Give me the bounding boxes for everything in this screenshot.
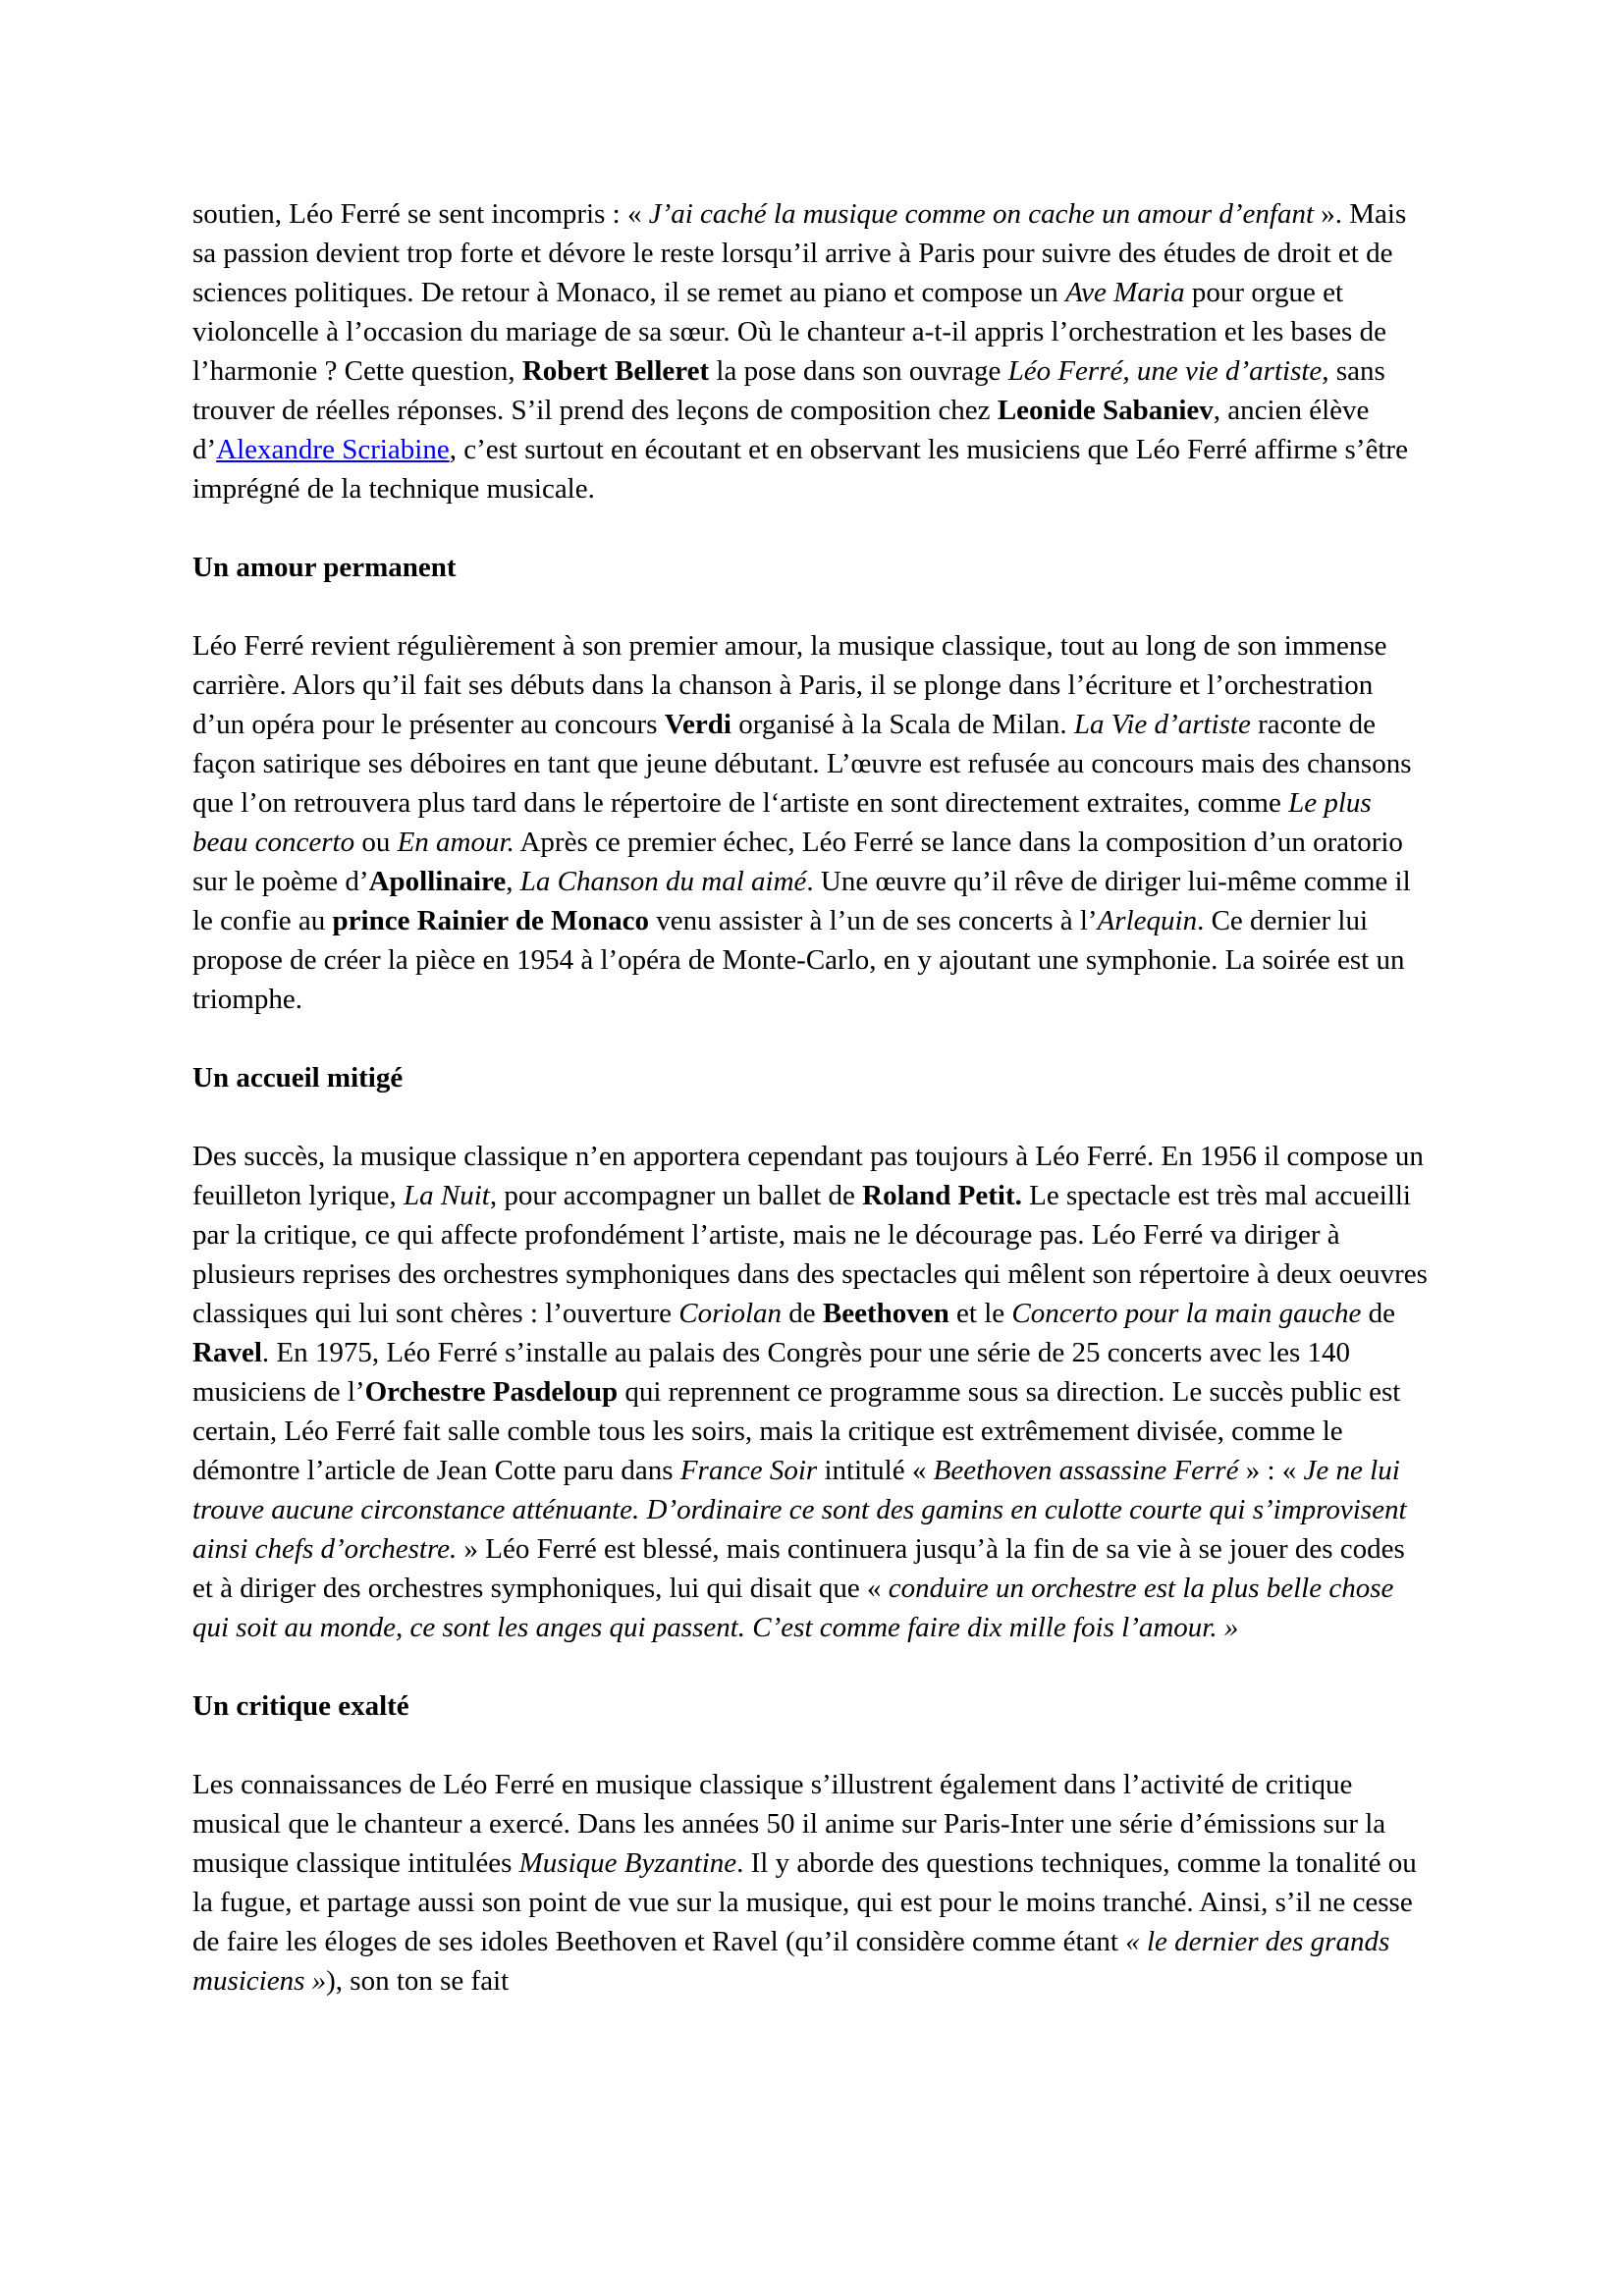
text-run: Concerto pour la main gauche	[1011, 1298, 1362, 1329]
text-run: . En 1975, Léo Ferré s’installe au palais des Congrès pour une série de 25 concerts avec les 140 musiciens de l’	[192, 1337, 1350, 1408]
text-run: venu assister à l’un de ses concerts à l’	[648, 905, 1098, 936]
text-run: Roland Petit.	[862, 1180, 1022, 1211]
text-run: » : «	[1238, 1455, 1304, 1486]
text-run: Le spectacle est très mal accueilli par la critique, ce qui affecte profondément l’artiste, mais ne le décourage pas. Léo Ferré va diriger à plusieurs reprises des orchestres symphoniques dans des spectacles qui mêlent son répertoire à deux oeuvres classiques qui lui sont chères : l’ouverture	[192, 1180, 1428, 1329]
text-run: Un critique exalté	[192, 1690, 409, 1722]
text-run: intitulé «	[817, 1455, 934, 1486]
heading-un-critique-exalte	[192, 1686, 1432, 1726]
text-run: Beethoven assassine Ferré	[933, 1455, 1239, 1486]
link-alexandre-scriabine[interactable]: Alexandre Scriabine	[216, 434, 450, 465]
text-run: Apollinaire	[368, 866, 507, 897]
text-run: Un accueil mitigé	[192, 1062, 404, 1094]
text-run: organisé à la Scala de Milan.	[731, 709, 1074, 740]
text-run: ), son ton se fait	[326, 1965, 510, 1997]
text-run: J’ai caché la musique comme on cache un amour d’enfant	[648, 198, 1314, 230]
text-run: La Vie d’artiste	[1073, 709, 1251, 740]
text-run: Beethoven	[822, 1298, 949, 1329]
text-run: soutien, Léo Ferré se sent incompris : «	[192, 198, 649, 230]
text-run: Je ne lui trouve aucune circonstance atténuante. D’ordinaire ce sont des gamins en culotte courte qui s’improvisent ainsi chefs d’orchestre.	[192, 1455, 1407, 1565]
document-body	[192, 194, 1432, 2001]
paragraph-formation	[192, 194, 1432, 508]
heading-un-accueil-mitige	[192, 1058, 1432, 1097]
text-run: La Nuit	[404, 1180, 490, 1211]
text-run: Léo Ferré, une vie d’artiste,	[1007, 355, 1329, 387]
text-run: Le plus beau concerto	[192, 787, 1372, 858]
text-run: , pour accompagner un ballet de	[489, 1180, 863, 1211]
text-run: . Ce dernier lui propose de créer la pièce en 1954 à l’opéra de Monte-Carlo, en y ajoutant une symphonie. La soirée est un triomphe.	[192, 905, 1405, 1015]
text-run: Musique Byzantine	[518, 1847, 737, 1879]
text-run: La Chanson du mal aimé	[519, 866, 807, 897]
text-run: , ancien élève d’	[192, 395, 1370, 465]
text-run: Verdi	[664, 709, 731, 740]
text-run: Arlequin	[1097, 905, 1198, 936]
text-run: qui reprennent ce programme sous sa direction. Le succès public est certain, Léo Ferré fait salle comble tous les soirs, mais la critique est extrêmement divisée, comme le démontre l’article de Jean Cotte paru dans	[192, 1376, 1401, 1486]
text-run: raconte de façon satirique ses déboires en tant que jeune débutant. L’œuvre est refusée au concours mais des chansons que l’on retrouvera plus tard dans le répertoire de l‘artiste en sont directement extraites, comme	[192, 709, 1412, 819]
text-run: ou	[354, 827, 398, 858]
text-run: Orchestre Pasdeloup	[364, 1376, 619, 1408]
text-run: Léo Ferré revient régulièrement à son premier amour, la musique classique, tout au long de son immense carrière. Alors qu’il fait ses débuts dans la chanson à Paris, il se plonge dans l’écriture et l’orchestration d’un opéra pour le présenter au concours	[192, 630, 1387, 740]
text-run: . Une œuvre qu’il rêve de diriger lui-même comme il le confie au	[192, 866, 1411, 936]
text-run: prince Rainier de Monaco	[332, 905, 649, 936]
text-run: » Léo Ferré est blessé, mais continuera jusqu’à la fin de sa vie à se jouer des codes et à diriger des orchestres symphoniques, lui qui disait que «	[192, 1533, 1405, 1604]
paragraph-critique-exalte	[192, 1765, 1432, 2001]
text-run: ». Mais sa passion devient trop forte et dévore le reste lorsqu’il arrive à Paris pour suivre des études de droit et de sciences politiques. De retour à Monaco, il se remet au piano et compose un	[192, 198, 1407, 308]
text-run: et le	[948, 1298, 1012, 1329]
text-run: pour orgue et violoncelle à l’occasion du mariage de sa sœur. Où le chanteur a-t-il appris l’orchestration et les bases de l’harmonie ? Cette question,	[192, 277, 1386, 387]
text-run: Ave Maria	[1065, 277, 1185, 308]
text-run: En amour.	[397, 827, 514, 858]
text-run: . Il y aborde des questions techniques, comme la tonalité ou la fugue, et partage aussi son point de vue sur la musique, qui est pour le moins tranché. Ainsi, s’il ne cesse de faire les éloges de ses idoles Beethoven et Ravel (qu’il considère comme étant	[192, 1847, 1417, 1957]
text-run: , c’est surtout en écoutant et en observant les musiciens que Léo Ferré affirme s’être imprégné de la technique musicale.	[192, 434, 1408, 505]
paragraph-amour-permanent	[192, 626, 1432, 1019]
paragraph-accueil-mitige	[192, 1137, 1432, 1647]
text-run: de	[1361, 1298, 1396, 1329]
text-run: Après ce premier échec, Léo Ferré se lance dans la composition d’un oratorio sur le poème d’	[192, 827, 1403, 897]
text-run: conduire un orchestre est la plus belle chose qui soit au monde, ce sont les anges qui passent. C’est comme faire dix mille fois l’amour. »	[192, 1573, 1394, 1643]
text-run: Robert Belleret	[521, 355, 710, 387]
text-run: Leonide Sabaniev	[997, 395, 1214, 426]
text-run: Les connaissances de Léo Ferré en musique classique s’illustrent également dans l’activité de critique musical que le chanteur a exercé. Dans les années 50 il anime sur Paris-Inter une série d’émissions sur la musique classique intitulées	[192, 1769, 1386, 1879]
text-run: sans trouver de réelles réponses. S’il prend des leçons de composition chez	[192, 355, 1385, 426]
text-run: Des succès, la musique classique n’en apportera cependant pas toujours à Léo Ferré. En 1956 il compose un feuilleton lyrique,	[192, 1141, 1424, 1211]
text-run: France Soir	[679, 1455, 818, 1486]
text-run: Un amour permanent	[192, 552, 457, 583]
text-run: de	[782, 1298, 823, 1329]
text-run: la pose dans son ouvrage	[709, 355, 1008, 387]
text-run: Coriolan	[678, 1298, 783, 1329]
text-run: ,	[506, 866, 520, 897]
text-run: Ravel	[192, 1337, 262, 1368]
heading-un-amour-permanent	[192, 548, 1432, 587]
text-run: « le dernier des grands musiciens »	[192, 1926, 1390, 1997]
